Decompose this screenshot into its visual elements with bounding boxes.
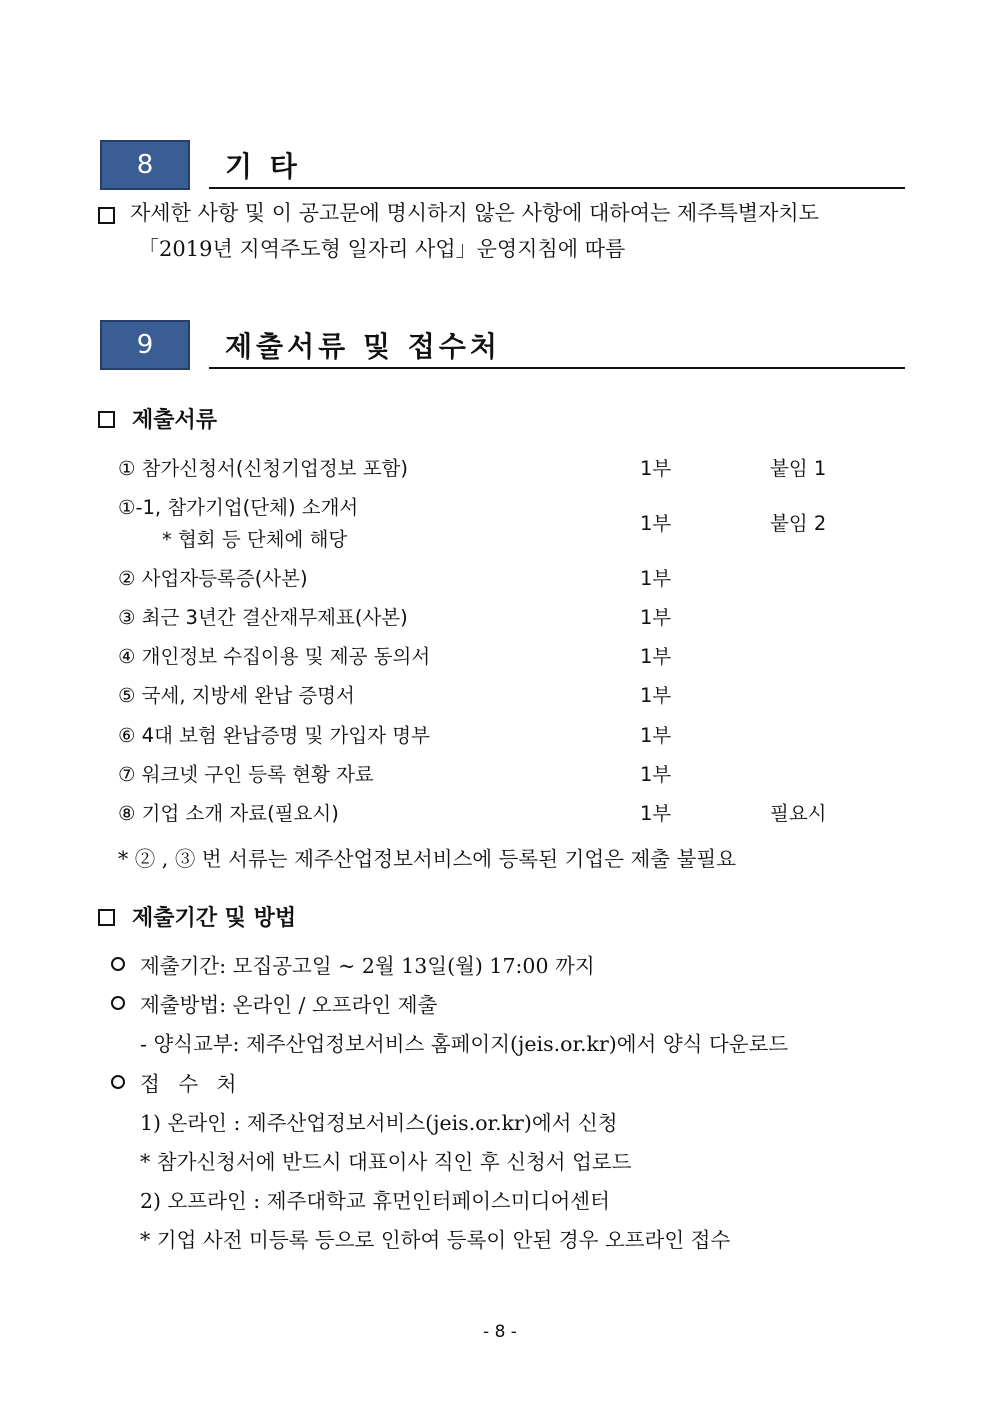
document-qty: 1부 [640,512,672,535]
submission-period: 제출기간: 모집공고일 ~ 2월 13일(월) 17:00 까지 [140,954,595,978]
document-item: ⑤ 국세, 지방세 완납 증명서 [118,684,355,707]
section-8-number-box [100,140,190,190]
document-note: 붙임 1 [770,457,827,480]
section-8-number: 8 [136,150,154,180]
submission-method-detail: - 양식교부: 제주산업정보서비스 홈페이지(jeis.or.kr)에서 양식 다운로드 [140,1032,789,1056]
section-8-underline [209,187,905,189]
section-9-underline [209,367,905,369]
document-note: 필요시 [770,802,827,825]
document-qty: 1부 [640,457,672,480]
section-8-paragraph-line1: 자세한 사항 및 이 공고문에 명시하지 않은 사항에 대하여는 제주특별자치도 [130,201,819,225]
section-9-number-box [100,320,190,370]
submission-method: 제출방법: 온라인 / 오프라인 제출 [140,993,438,1017]
page-number: - 8 - [483,1322,517,1342]
circle-bullet-icon [111,957,125,971]
document-item: ② 사업자등록증(사본) [118,567,308,590]
section-8-paragraph-line2: 「2019년 지역주도형 일자리 사업」운영지침에 따름 [138,237,626,261]
document-item: ⑥ 4대 보험 완납증명 및 가입자 명부 [118,724,430,747]
document-qty: 1부 [640,724,672,747]
reception-item: 2) 오프라인 : 제주대학교 휴먼인터페이스미디어센터 [140,1189,610,1213]
document-note: 붙임 2 [770,512,827,535]
document-qty: 1부 [640,802,672,825]
reception-item: * 참가신청서에 반드시 대표이사 직인 후 신청서 업로드 [140,1150,632,1174]
circle-bullet-icon [111,996,125,1010]
period-heading: 제출기간 및 방법 [132,906,297,931]
document-qty: 1부 [640,567,672,590]
document-qty: 1부 [640,763,672,786]
document-item: ① 참가신청서(신청기업정보 포함) [118,457,408,480]
section-8-title: 기 타 [225,150,301,183]
document-item: ④ 개인정보 수집이용 및 제공 동의서 [118,645,431,668]
document-item: ⑧ 기업 소개 자료(필요시) [118,802,339,825]
document-item-subnote: * 협회 등 단체에 해당 [162,528,348,551]
reception-heading: 접 수 처 [140,1072,243,1096]
circle-bullet-icon [111,1075,125,1089]
section-9-number: 9 [136,330,154,360]
document-item: ⑦ 워크넷 구인 등록 현황 자료 [118,763,374,786]
document-qty: 1부 [640,645,672,668]
documents-footnote: * ② , ③ 번 서류는 제주산업정보서비스에 등록된 기업은 제출 불필요 [118,847,737,871]
checkbox-icon [98,207,115,224]
reception-item: 1) 온라인 : 제주산업정보서비스(jeis.or.kr)에서 신청 [140,1111,618,1135]
document-qty: 1부 [640,684,672,707]
document-qty: 1부 [640,606,672,629]
document-item: ①-1, 참가기업(단체) 소개서 [118,496,359,519]
checkbox-icon [98,909,115,926]
checkbox-icon [98,411,115,428]
document-item: ③ 최근 3년간 결산재무제표(사본) [118,606,408,629]
reception-item: * 기업 사전 미등록 등으로 인하여 등록이 안된 경우 오프라인 접수 [140,1228,731,1252]
documents-heading: 제출서류 [132,408,218,433]
section-9-title: 제출서류 및 접수처 [225,330,501,363]
